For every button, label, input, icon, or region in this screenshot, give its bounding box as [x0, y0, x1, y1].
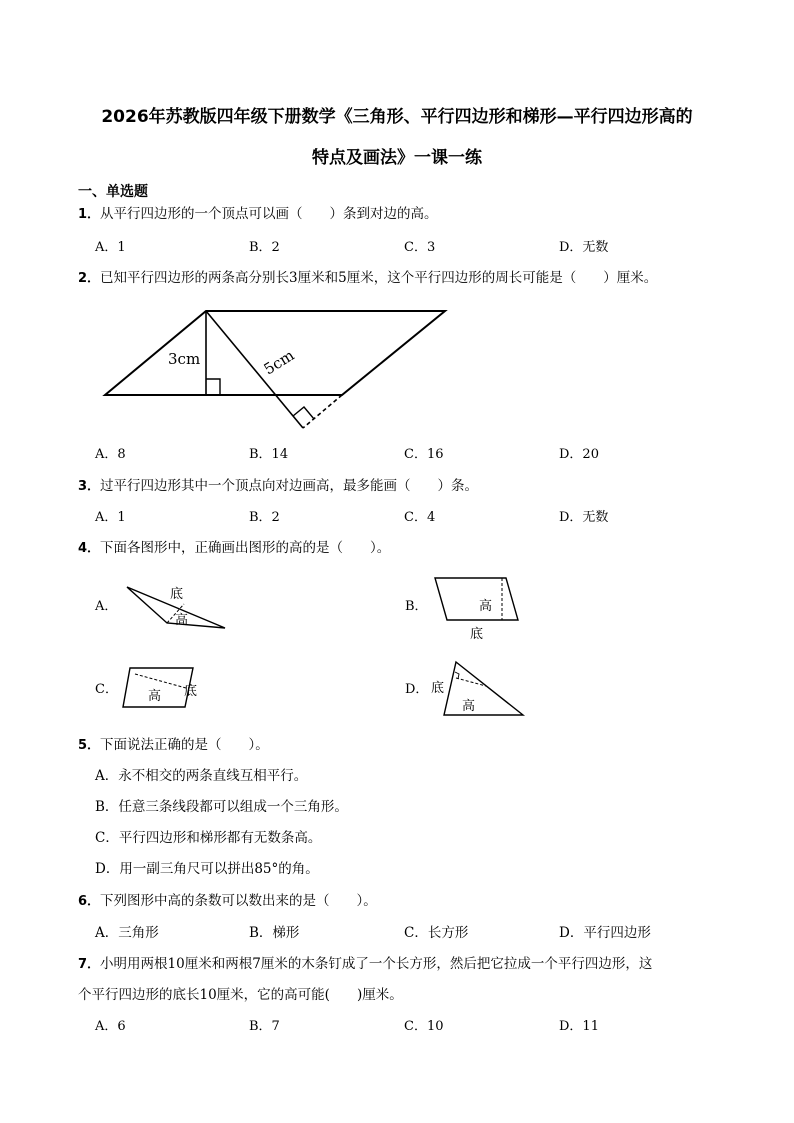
- question-5: [78, 739, 269, 753]
- question-text: 下面说法正确的是（ ）。: [100, 737, 269, 753]
- option-d[interactable]: D．平行四边形: [559, 925, 651, 941]
- option-b[interactable]: B．2: [249, 240, 280, 255]
- question-number: 2．: [78, 271, 101, 286]
- height-label: 高: [462, 699, 476, 714]
- option-c[interactable]: C．: [95, 682, 118, 697]
- base-label: 底: [431, 681, 445, 696]
- option-a[interactable]: A．8: [95, 447, 126, 462]
- figure-a-triangle: [122, 582, 232, 632]
- question-4: [78, 542, 390, 556]
- option-b[interactable]: B．7: [249, 1019, 280, 1034]
- option-b[interactable]: B．14: [249, 447, 289, 462]
- option-a[interactable]: A．6: [95, 1019, 126, 1034]
- question-text: 小明用两根10厘米和两根7厘米的木条钉成了一个长方形，然后把它拉成一个平行四边形，这: [100, 956, 653, 972]
- option-d[interactable]: D．无数: [559, 240, 609, 255]
- question-1: [78, 208, 438, 222]
- option-d[interactable]: D．: [405, 682, 429, 697]
- option-c[interactable]: C．16: [404, 447, 444, 462]
- height-label-3cm: 3cm: [168, 350, 201, 368]
- option-a[interactable]: A．: [95, 599, 118, 614]
- option-d[interactable]: D．20: [559, 447, 599, 462]
- option-c[interactable]: C．3: [404, 240, 436, 255]
- question-text: 过平行四边形其中一个顶点向对边画高，最多能画（ ）条。: [100, 478, 479, 494]
- question-text: 已知平行四边形的两条高分别长3厘米和5厘米，这个平行四边形的周长可能是（ ）厘米。: [100, 270, 658, 286]
- option-a[interactable]: A．永不相交的两条直线互相平行。: [95, 768, 308, 784]
- option-a[interactable]: A．1: [95, 510, 126, 525]
- page-title-line-1: 2026年苏教版四年级下册数学《三角形、平行四边形和梯形—平行四边形高的: [101, 107, 693, 127]
- question-7: [78, 958, 652, 972]
- question-3: [78, 480, 478, 494]
- base-label: 底: [170, 587, 184, 602]
- question-number: 4．: [78, 541, 101, 556]
- option-d[interactable]: D．无数: [559, 510, 609, 525]
- question-7-continued: 个平行四边形的底长10厘米，它的高可能( )厘米。: [78, 987, 403, 1003]
- question-number: 7．: [78, 957, 101, 972]
- option-c[interactable]: C．4: [404, 510, 436, 525]
- question-number: 6．: [78, 894, 101, 909]
- section-heading: 一、单选题: [78, 184, 148, 200]
- option-c[interactable]: C．长方形: [404, 925, 469, 941]
- option-b[interactable]: B．梯形: [249, 925, 300, 941]
- question-number: 1．: [78, 207, 101, 222]
- parallelogram-figure: [100, 305, 450, 435]
- figure-d-triangle: [428, 658, 528, 720]
- option-d[interactable]: D．11: [559, 1019, 599, 1034]
- base-label: 底: [470, 627, 484, 642]
- figure-c-parallelogram: [120, 662, 210, 712]
- question-text: 下列图形中高的条数可以数出来的是（ ）。: [100, 893, 377, 909]
- height-label: 高: [479, 599, 493, 614]
- option-c[interactable]: C．平行四边形和梯形都有无数条高。: [95, 830, 322, 846]
- question-text: 从平行四边形的一个顶点可以画（ ）条到对边的高。: [100, 206, 438, 222]
- option-b[interactable]: B．: [405, 599, 428, 614]
- option-a[interactable]: A．1: [95, 240, 126, 255]
- question-2: [78, 272, 657, 286]
- option-b[interactable]: B．2: [249, 510, 280, 525]
- option-d[interactable]: D．用一副三角尺可以拼出85°的角。: [95, 861, 319, 877]
- option-a[interactable]: A．三角形: [95, 925, 159, 941]
- option-c[interactable]: C．10: [404, 1019, 444, 1034]
- height-label: 高: [148, 689, 162, 704]
- page-title-line-2: 特点及画法》一课一练: [312, 148, 482, 168]
- question-text: 下面各图形中，正确画出图形的高的是（ ）。: [100, 540, 391, 556]
- base-label: 底: [184, 684, 198, 699]
- question-number: 3．: [78, 479, 101, 494]
- figure-b-parallelogram: [430, 575, 525, 645]
- option-b[interactable]: B．任意三条线段都可以组成一个三角形。: [95, 799, 348, 815]
- height-label: 高: [175, 613, 189, 628]
- question-number: 5．: [78, 738, 101, 753]
- height-label-5cm: 5cm: [260, 346, 298, 379]
- question-6: [78, 895, 377, 909]
